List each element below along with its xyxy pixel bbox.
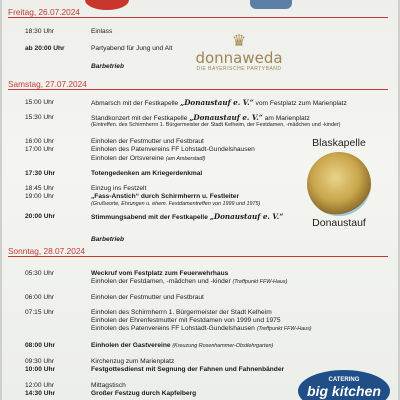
sunday-text-3b: Einholen der Ehrenfestmutter mit Festdamen von 1999 und 1975	[91, 317, 281, 324]
sunday-time-3: 07:15 Uhr	[25, 309, 54, 316]
saturday-subtext-2: (Eintreffen. des Schirmherrn 1. Bürgermeister der Stadt Kelheim, der Festdamen, -mädchen und -kinder)	[91, 122, 341, 128]
saturday-subtext-8: (Grußworte, Ehrungen u. ehem. Festdamentreffen von 1999 und 1975)	[91, 201, 261, 207]
sunday-time-4: 08:00 Uhr	[25, 342, 56, 349]
saturday-text-5: Einholen der Ortsvereine (am Amberstadl)	[91, 155, 206, 162]
sunday-time-8: 14:30 Uhr	[25, 390, 56, 397]
sunday-text-5: Kirchenzug zum Marienplatz	[91, 358, 175, 365]
blaskapelle-title: Blaskapelle	[312, 137, 366, 149]
friday-time-2: ab 20:00 Uhr	[25, 45, 65, 52]
sunday-header: Sonntag, 28.07.2024	[8, 246, 388, 257]
saturday-time-3: 16:00 Uhr	[25, 138, 54, 145]
sunday-text-6: Festgottesdienst mit Segnung der Fahnen und Fahnenbänder	[91, 366, 285, 373]
saturday-time-8: 19:00 Uhr	[25, 193, 54, 200]
sunday-time-5: 09:30 Uhr	[25, 358, 54, 365]
saturday-time-6: 17:30 Uhr	[25, 170, 56, 177]
saturday-text-7: Einzug ins Festzelt	[91, 185, 147, 192]
sunday-text-1: Weckruf vom Festplatz zum Feuerwehrhaus	[91, 270, 229, 277]
friday-note: Barbetrieb	[91, 63, 124, 70]
catering-brand: big kitchen	[307, 383, 381, 399]
friday-text-2: Partyabend für Jung und Alt	[91, 45, 173, 52]
blaskapelle-title-2: Donaustauf	[312, 217, 366, 229]
sunday-text-4: Einholen der Gastvereine (Kreuzung Rosenhammer-Obstlehrgarten)	[91, 342, 274, 349]
saturday-header: Samstag, 27.07.2024	[8, 79, 388, 90]
sunday-time-1: 05:30 Uhr	[25, 270, 54, 277]
saturday-time-9: 20:00 Uhr	[25, 213, 56, 220]
saturday-text-6: Totengedenken am Kriegerdenkmal	[91, 170, 203, 177]
catering-logo	[298, 370, 390, 400]
saturday-time-2: 15:30 Uhr	[25, 114, 54, 121]
sunday-text-1b: Einholen der Festdamen, -mädchen und -kinder (Treffpunkt FFW-Haus)	[91, 278, 288, 285]
friday-text-1: Einlass	[91, 28, 113, 35]
saturday-time-4: 17:00 Uhr	[25, 146, 54, 153]
program-sheet	[2, 0, 398, 400]
sunday-text-3: Einholen des Schirmherrn 1. Bürgermeister der Stadt Kelheim	[91, 309, 272, 316]
saturday-time-7: 18:45 Uhr	[25, 185, 54, 192]
donnaweda-subtitle: DIE BAYERISCHE PARTYBAND	[196, 66, 282, 72]
sunday-time-2: 06:00 Uhr	[25, 294, 54, 301]
sunday-text-7: Mittagstisch	[91, 382, 126, 389]
crown-icon: ♛	[231, 33, 247, 50]
saturday-text-9: Stimmungsabend mit der Festkapelle „Donaustauf e. V.“	[91, 212, 284, 221]
saturday-time-1: 15:00 Uhr	[25, 99, 54, 106]
instrument-emblem	[307, 152, 371, 216]
donnaweda-logo	[184, 34, 294, 82]
sunday-text-8: Großer Festzug durch Kapfelberg	[91, 390, 197, 397]
saturday-text-1: Abmarsch mit der Festkapelle „Donaustauf e. V.“ vom Festplatz zum Marienplatz	[91, 98, 347, 107]
saturday-text-2: Standkonzert mit der Festkapelle „Donaustauf e. V.“ am Marienplatz	[91, 113, 310, 122]
saturday-note: Barbetrieb	[91, 236, 124, 243]
friday-header: Freitag, 26.07.2024	[8, 7, 388, 18]
saturday-text-8: „Fass-Anstich“ durch Schirmherrn u. Festleiter	[91, 193, 240, 200]
sunday-time-7: 12:00 Uhr	[25, 382, 54, 389]
sunday-text-3c: Einholen des Patenvereins FF Lohstadt-Gundelshausen (Treffpunkt FFW-Haus)	[91, 325, 312, 332]
saturday-text-4: Einholen des Patenvereins FF Lohstadt-Gundelshausen	[91, 146, 255, 153]
friday-time-1: 18:30 Uhr	[25, 28, 54, 35]
sunday-text-2: Einholen der Festmutter und Festbraut	[91, 294, 204, 301]
catering-label: CATERING	[328, 377, 360, 383]
donnaweda-name: donnaweda	[195, 49, 283, 67]
sunday-time-6: 10:00 Uhr	[25, 366, 56, 373]
saturday-text-3: Einholen der Festmutter und Festbraut	[91, 138, 204, 145]
